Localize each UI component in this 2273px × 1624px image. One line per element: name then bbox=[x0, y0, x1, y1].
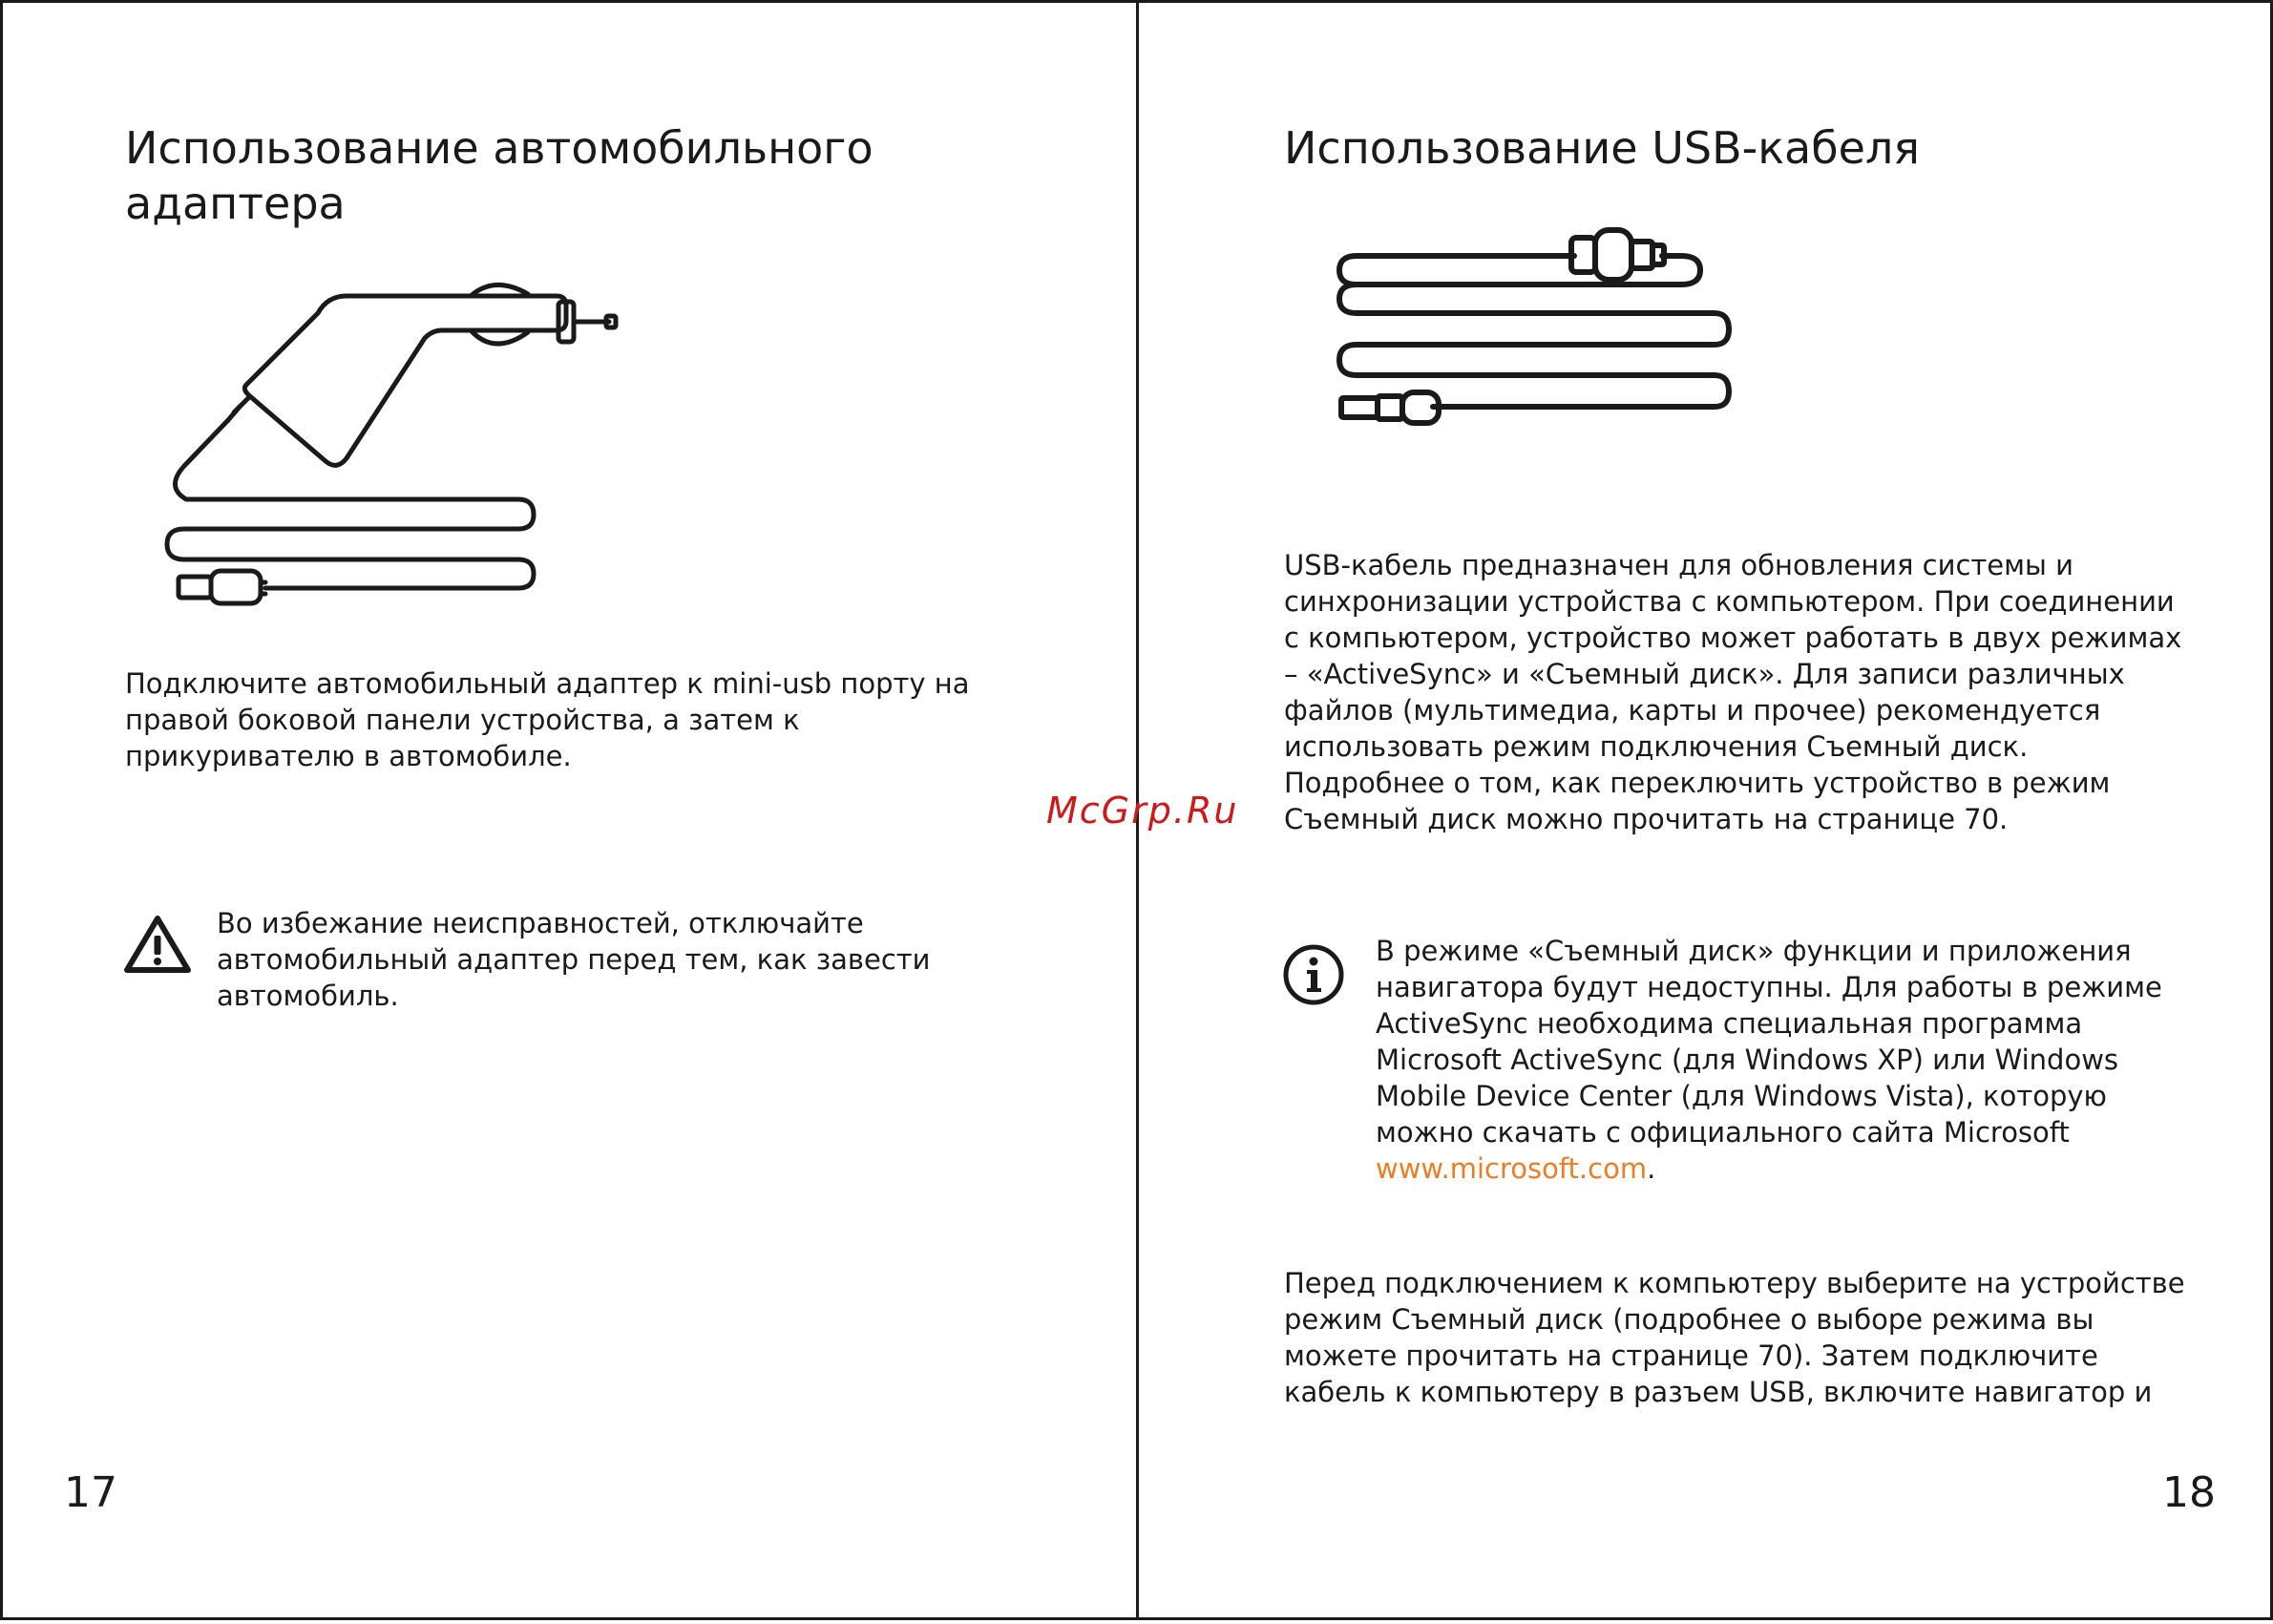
car-adapter-icon bbox=[165, 275, 623, 609]
warning-line: автомобиль. bbox=[217, 980, 399, 1012]
warning-paragraph bbox=[217, 905, 931, 1014]
right-body2-paragraph bbox=[1284, 1265, 2185, 1410]
left-page bbox=[0, 0, 1139, 1620]
right-page-title: Использование USB-кабеля bbox=[1284, 122, 1920, 174]
left-page-title bbox=[125, 120, 873, 231]
note-paragraph bbox=[1376, 933, 2162, 1187]
watermark: McGrp.Ru bbox=[1046, 790, 1239, 832]
left-page-number: 17 bbox=[64, 1468, 117, 1517]
right-body2-line: кабель к компьютеру в разъем USB, включите навигатор и bbox=[1284, 1376, 2153, 1408]
right-body-paragraph bbox=[1284, 547, 2181, 837]
right-body2-line: режим Съемный диск (подробнее о выборе режима вы bbox=[1284, 1303, 2094, 1336]
right-body-line: использовать режим подключения Съемный диск. bbox=[1284, 730, 2029, 763]
note-line: В режиме «Съемный диск» функции и приложения bbox=[1376, 935, 2132, 967]
right-body2-line: можете прочитать на странице 70). Затем подключите bbox=[1284, 1339, 2098, 1372]
note-line: можно скачать с официального сайта Microsoft bbox=[1376, 1116, 2070, 1149]
info-icon bbox=[1282, 943, 1345, 1006]
warning-line: Во избежание неисправностей, отключайте bbox=[217, 907, 864, 939]
note-line: навигатора будут недоступны. Для работы в режиме bbox=[1376, 971, 2162, 1003]
right-body-line: синхронизации устройства с компьютером. При соединении bbox=[1284, 585, 2175, 618]
right-body-line: Подробнее о том, как переключить устройство в режим bbox=[1284, 767, 2111, 799]
right-page-number: 18 bbox=[2162, 1468, 2216, 1517]
note-link-suffix: . bbox=[1647, 1152, 1656, 1185]
right-body-line: с компьютером, устройство может работать в двух режимах bbox=[1284, 622, 2182, 654]
right-body-line: файлов (мультимедиа, карты и прочее) рекомендуется bbox=[1284, 694, 2101, 727]
left-title-line1: Использование автомобильного bbox=[125, 122, 873, 174]
left-body-line: прикуривателю в автомобиле. bbox=[125, 740, 572, 772]
right-body-line: USB-кабель предназначен для обновления системы и bbox=[1284, 549, 2073, 581]
warning-triangle-icon bbox=[123, 913, 192, 974]
warning-line: автомобильный адаптер перед тем, как завести bbox=[217, 943, 931, 976]
right-body-line: – «ActiveSync» и «Съемный диск». Для записи различных bbox=[1284, 658, 2125, 690]
left-title-line2: адаптера bbox=[125, 178, 346, 229]
note-line: ActiveSync необходима специальная программа bbox=[1376, 1007, 2083, 1040]
right-body2-line: Перед подключением к компьютеру выберите на устройстве bbox=[1284, 1267, 2185, 1299]
note-line: Mobile Device Center (для Windows Vista), которую bbox=[1376, 1080, 2107, 1112]
right-page bbox=[1136, 0, 2273, 1620]
right-body-line: Съемный диск можно прочитать на странице 70. bbox=[1284, 803, 2009, 835]
note-line: Microsoft ActiveSync (для Windows XP) или Windows bbox=[1376, 1044, 2119, 1076]
left-body-paragraph bbox=[125, 665, 970, 774]
usb-cable-icon bbox=[1328, 222, 1748, 442]
left-body-line: правой боковой панели устройства, а затем к bbox=[125, 704, 800, 736]
left-body-line: Подключите автомобильный адаптер к mini-usb порту на bbox=[125, 667, 970, 700]
microsoft-link[interactable]: www.microsoft.com bbox=[1376, 1152, 1648, 1185]
